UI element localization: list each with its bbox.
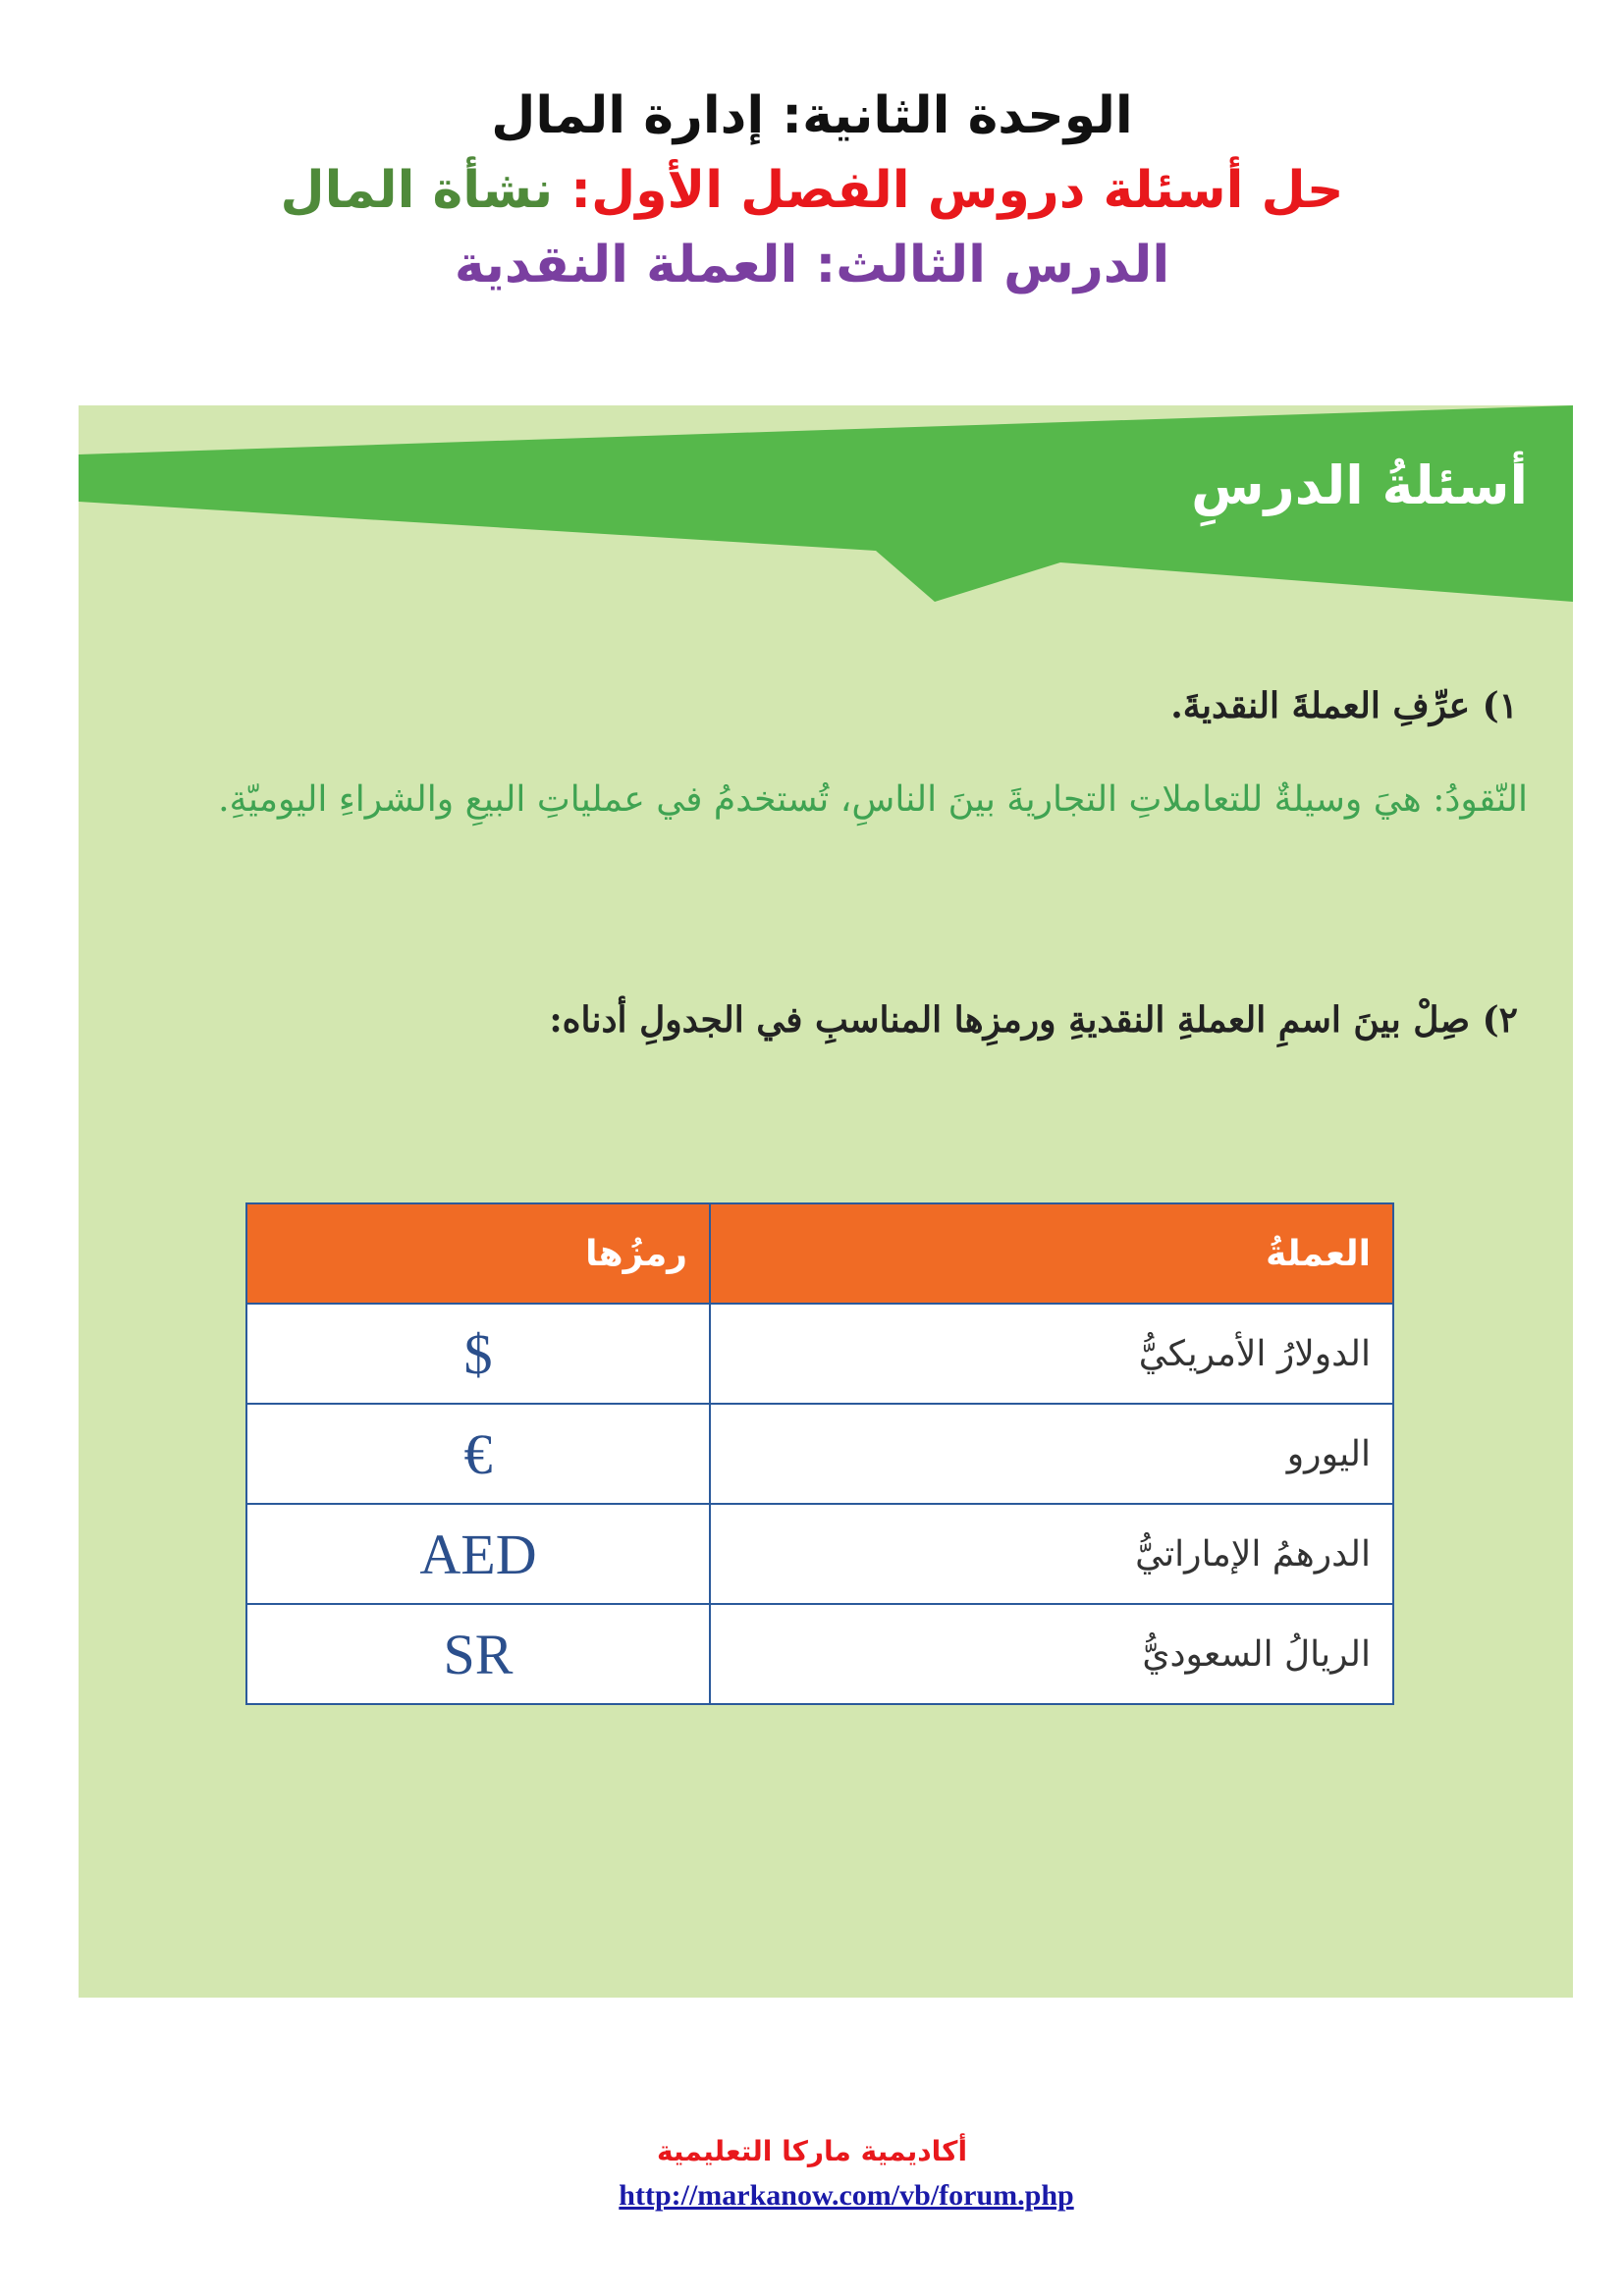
question-2: ٢) صِلْ بينَ اسمِ العملةِ النقديةِ ورمزِها المناسبِ في الجدولِ أدناه: — [549, 999, 1518, 1041]
footer-academy: أكاديمية ماركا التعليمية — [656, 2135, 968, 2167]
currency-table — [245, 1202, 1394, 1705]
footer-link[interactable]: http://markanow.com/vb/forum.php — [619, 2179, 1074, 2212]
chapter-prefix: حل أسئلة دروس الفصل الأول: — [570, 161, 1344, 220]
currency-symbol: € — [246, 1404, 710, 1504]
table-row — [246, 1404, 1393, 1504]
unit-title: الوحدة الثانية: إدارة المال — [491, 86, 1133, 145]
table-row — [246, 1504, 1393, 1604]
question-1: ١) عرِّفِ العملةَ النقديةَ. — [1170, 685, 1518, 726]
currency-name: اليورو — [710, 1404, 1393, 1504]
header-currency: العملةُ — [710, 1203, 1393, 1304]
table-header-row — [246, 1203, 1393, 1304]
currency-symbol: SR — [246, 1604, 710, 1704]
currency-symbol: AED — [246, 1504, 710, 1604]
header-symbol: رمزُها — [246, 1203, 710, 1304]
lesson-questions-panel — [79, 405, 1573, 1998]
question-1-answer: النّقودُ: هيَ وسيلةٌ للتعاملاتِ التجاريةَ بينَ الناسِ، تُستخدمُ في عملياتِ البيعِ والشراءِ اليوميّةِ. — [218, 779, 1528, 820]
currency-symbol: $ — [246, 1304, 710, 1404]
banner-title: أسئلةُ الدرسِ — [1191, 454, 1528, 516]
chapter-title — [0, 153, 1624, 228]
chapter-name: نشأة المال — [280, 161, 554, 220]
currency-name: الدولارُ الأمريكيُّ — [710, 1304, 1393, 1404]
table-row — [246, 1604, 1393, 1704]
currency-name: الدرهمُ الإماراتيُّ — [710, 1504, 1393, 1604]
page-header — [0, 79, 1624, 302]
currency-name: الريالُ السعوديُّ — [710, 1604, 1393, 1704]
table-row — [246, 1304, 1393, 1404]
lesson-title: الدرس الثالث: العملة النقدية — [454, 236, 1170, 294]
